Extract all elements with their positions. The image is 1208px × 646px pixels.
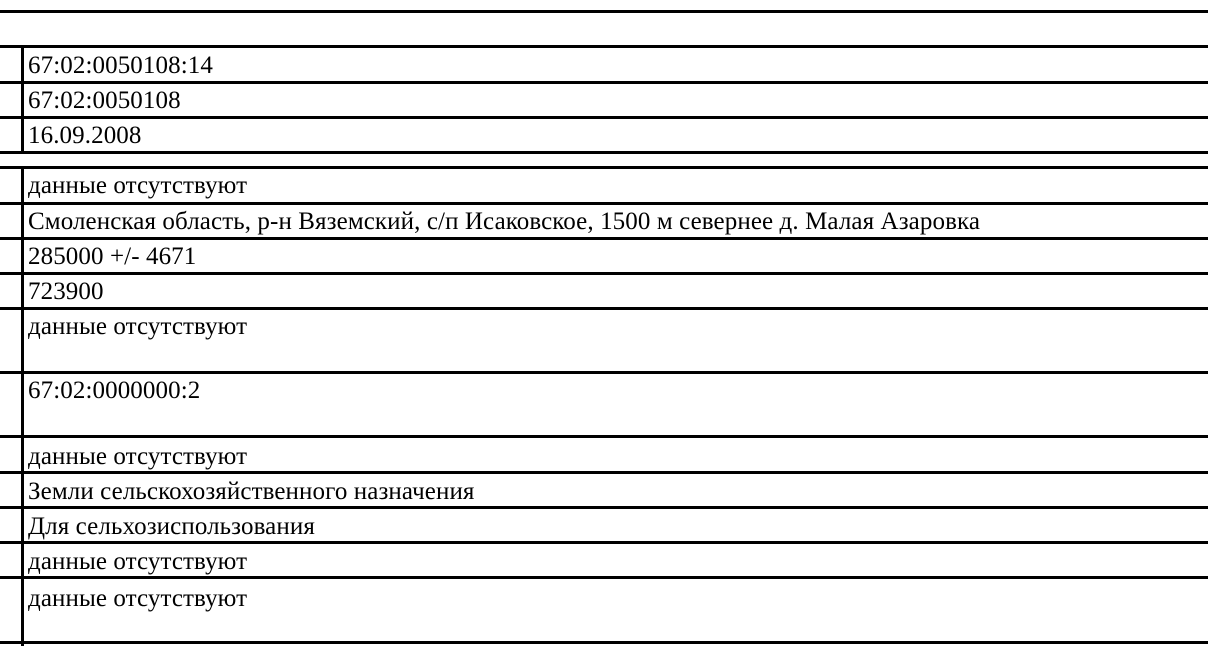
table-rule bbox=[0, 151, 1208, 154]
table-rule bbox=[0, 10, 1208, 13]
parent-number-value: 67:02:0000000:2 bbox=[28, 377, 201, 404]
cadastral-block-value: 67:02:0050108 bbox=[28, 87, 181, 114]
table-rule bbox=[0, 45, 1208, 48]
table-rule bbox=[0, 371, 1208, 374]
previous-numbers-value: данные отсутствуют bbox=[28, 172, 248, 199]
column-divider bbox=[21, 45, 24, 154]
permitted-use-value: Для сельхозиспользования bbox=[28, 513, 315, 540]
table-rule bbox=[0, 506, 1208, 509]
column-divider bbox=[21, 166, 24, 646]
included-objects-value: данные отсутствуют bbox=[28, 313, 248, 340]
table-rule bbox=[0, 202, 1208, 205]
located-within-value: данные отсутствуют bbox=[28, 443, 248, 470]
cadastral-number-value: 67:02:0050108:14 bbox=[28, 52, 213, 79]
land-category-value: Земли сельскохозяйственного назначения bbox=[28, 478, 475, 505]
table-rule bbox=[0, 435, 1208, 438]
table-rule bbox=[0, 116, 1208, 119]
date-value: 16.09.2008 bbox=[28, 122, 142, 149]
status-value: данные отсутствуют bbox=[28, 548, 248, 575]
area-value: 285000 +/- 4671 bbox=[28, 243, 197, 270]
table-rule bbox=[0, 541, 1208, 544]
table-rule bbox=[0, 166, 1208, 169]
table-rule bbox=[0, 81, 1208, 84]
special-notes-value: данные отсутствуют bbox=[28, 585, 248, 612]
cadastral-value-value: 723900 bbox=[28, 278, 104, 305]
address-value: Смоленская область, р-н Вяземский, с/п Исаковское, 1500 м севернее д. Малая Азаровка bbox=[28, 208, 981, 235]
table-rule bbox=[0, 576, 1208, 579]
table-rule bbox=[0, 641, 1208, 644]
table-rule bbox=[0, 237, 1208, 240]
table-rule bbox=[0, 471, 1208, 474]
table-rule bbox=[0, 272, 1208, 275]
table-rule bbox=[0, 307, 1208, 310]
